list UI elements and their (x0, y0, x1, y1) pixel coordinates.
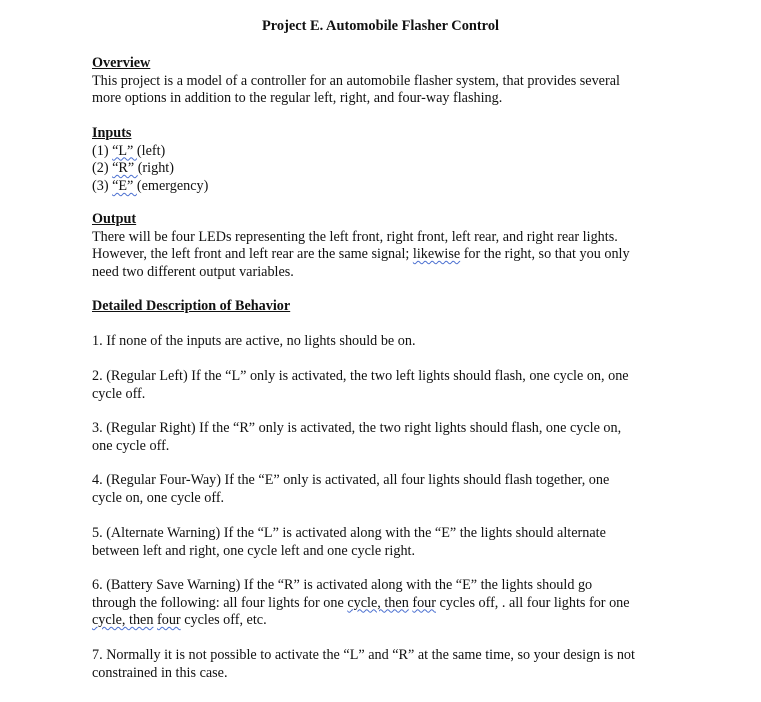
behavior-heading: Detailed Description of Behavior (92, 298, 291, 314)
behavior-item-4 (92, 472, 692, 507)
input-number: (1) (92, 142, 113, 159)
output-text: However, the left front and left rear are the same signal; (92, 246, 413, 263)
behavior-text-flagged: cycle, then (347, 594, 409, 611)
output-text: for the right, so that you only (460, 246, 630, 263)
behavior-line: 5. (Alternate Warning) If the “L” is activated along with the “E” the lights should alternate (92, 525, 606, 541)
behavior-item-5 (92, 525, 692, 560)
behavior-item-2 (92, 368, 692, 403)
output-line-1: There will be four LEDs representing the left front, right front, left rear, and right rear lights. (92, 228, 618, 245)
behavior-line: cycle on, one cycle off. (92, 489, 225, 506)
behavior-item-7 (92, 647, 692, 682)
output-section (92, 211, 692, 281)
behavior-item-1 (92, 333, 692, 351)
output-heading: Output (92, 211, 137, 227)
behavior-line: 4. (Regular Four-Way) If the “E” only is activated, all four lights should flash together, one (92, 472, 610, 488)
output-line-3: need two different output variables. (92, 263, 294, 280)
behavior-item-6 (92, 577, 692, 630)
input-desc: (left) (136, 142, 166, 159)
behavior-line: 2. (Regular Left) If the “L” only is activated, the two left lights should flash, one cycle on, one (92, 368, 629, 384)
behavior-line: 3. (Regular Right) If the “R” only is activated, the two right lights should flash, one cycle on, (92, 420, 622, 436)
input-number: (2) (92, 160, 113, 177)
behavior-text-flagged: four (157, 612, 181, 629)
behavior-line (92, 595, 692, 613)
inputs-section (92, 125, 692, 195)
document-title: Project E. Automobile Flasher Control (261, 18, 500, 34)
input-item (92, 160, 692, 178)
behavior-line: between left and right, one cycle left and one cycle right. (92, 542, 416, 559)
behavior-text-flagged: four (412, 594, 436, 611)
behavior-text: cycles off, etc. (180, 612, 267, 629)
overview-line-1: This project is a model of a controller for an automobile flasher system, that provides several (92, 72, 620, 89)
output-text-flagged: likewise (412, 246, 461, 263)
input-desc: (emergency) (136, 177, 209, 194)
output-line-2 (92, 246, 692, 264)
input-code: “E” (112, 177, 137, 194)
input-number: (3) (92, 177, 113, 194)
behavior-line: 1. If none of the inputs are active, no lights should be on. (92, 333, 416, 349)
inputs-heading: Inputs (92, 125, 132, 141)
input-desc: (right) (137, 160, 174, 177)
behavior-line: 7. Normally it is not possible to activate the “L” and “R” at the same time, so your design is not (92, 647, 635, 663)
input-item (92, 178, 692, 196)
behavior-item-3 (92, 420, 692, 455)
overview-line-2: more options in addition to the regular left, right, and four-way flashing. (92, 90, 503, 107)
behavior-text: through the following: all four lights for one (92, 594, 348, 611)
overview-section (92, 55, 692, 108)
behavior-heading-block (92, 298, 692, 316)
behavior-text: cycles off, . all four lights for one (435, 594, 630, 611)
input-code: “L” (112, 142, 137, 159)
behavior-line: one cycle off. (92, 437, 170, 454)
behavior-text-flagged: cycle, then (92, 612, 154, 629)
behavior-line: constrained in this case. (92, 664, 228, 681)
overview-heading: Overview (92, 55, 151, 71)
behavior-line: cycle off. (92, 385, 146, 402)
behavior-line (92, 612, 692, 630)
behavior-line: 6. (Battery Save Warning) If the “R” is activated along with the “E” the lights should go (92, 577, 593, 593)
input-code: “R” (112, 160, 138, 177)
input-item (92, 143, 692, 161)
